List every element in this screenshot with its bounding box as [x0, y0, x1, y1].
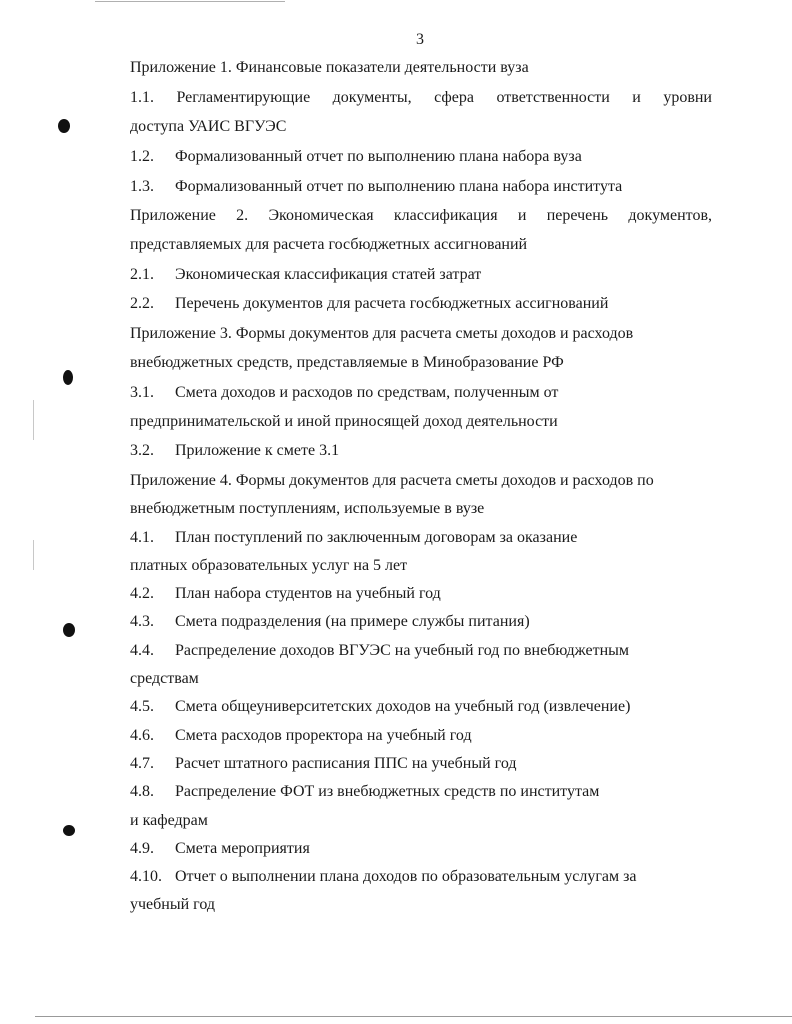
toc-text: Приложение 3. Формы документов для расчета сметы доходов и расходов	[130, 325, 634, 342]
toc-text: средствам	[130, 670, 199, 687]
toc-text: Перечень документов для расчета госбюджетных ассигнований	[175, 295, 609, 312]
toc-line	[130, 584, 441, 604]
toc-text: Регламентирующие документы, сфера ответственности и уровни	[176, 89, 712, 106]
punch-hole-mark	[63, 370, 73, 385]
punch-hole-mark	[63, 623, 75, 637]
toc-text: Приложение 1. Финансовые показатели деятельности вуза	[130, 59, 529, 76]
toc-text: Смета общеуниверситетских доходов на учебный год (извлечение)	[175, 698, 631, 715]
toc-line	[130, 88, 712, 108]
toc-text: План набора студентов на учебный год	[175, 585, 441, 602]
toc-number: 1.1.	[130, 89, 154, 106]
toc-line	[130, 117, 286, 137]
toc-line	[130, 324, 633, 344]
toc-line	[130, 58, 529, 78]
toc-number: 4.8.	[130, 783, 154, 800]
toc-number: 4.6.	[130, 727, 154, 744]
toc-line	[130, 612, 530, 632]
toc-line	[130, 235, 527, 255]
toc-line	[130, 641, 629, 661]
toc-line	[130, 353, 564, 373]
toc-line	[130, 147, 582, 167]
toc-line	[130, 528, 577, 548]
punch-hole-mark	[58, 119, 70, 133]
scan-bottom-rule	[35, 1016, 792, 1017]
punch-hole-mark	[63, 825, 75, 836]
toc-line	[130, 206, 712, 226]
toc-text: предпринимательской и иной приносящей доход деятельности	[130, 413, 558, 430]
toc-text: Экономическая классификация статей затрат	[175, 266, 482, 283]
toc-text: Формализованный отчет по выполнению плана набора вуза	[175, 148, 582, 165]
toc-text: Приложение 2. Экономическая классификация и перечень документов,	[130, 207, 712, 224]
toc-number: 4.10.	[130, 868, 162, 885]
toc-line	[130, 754, 517, 774]
toc-text: Смета мероприятия	[175, 840, 310, 857]
toc-line	[130, 471, 654, 491]
toc-line	[130, 556, 407, 576]
toc-number: 4.4.	[130, 642, 154, 659]
toc-number: 3.1.	[130, 384, 154, 401]
toc-text: Смета доходов и расходов по средствам, полученным от	[175, 384, 559, 401]
toc-line	[130, 669, 199, 689]
toc-number: 1.2.	[130, 148, 154, 165]
toc-number: 4.1.	[130, 529, 154, 546]
toc-line	[130, 294, 608, 314]
toc-text: Отчет о выполнении плана доходов по образовательным услугам за	[175, 868, 637, 885]
toc-line	[130, 412, 558, 432]
toc-text: Распределение ФОТ из внебюджетных средств по институтам	[175, 783, 600, 800]
toc-number: 2.1.	[130, 266, 154, 283]
toc-text: Расчет штатного расписания ППС на учебный год	[175, 755, 517, 772]
toc-number: 3.2.	[130, 442, 154, 459]
toc-number: 4.2.	[130, 585, 154, 602]
toc-number: 4.5.	[130, 698, 154, 715]
toc-line	[130, 726, 472, 746]
toc-line	[130, 867, 637, 887]
toc-text: Приложение к смете 3.1	[175, 442, 340, 459]
toc-line	[130, 383, 558, 403]
toc-text: Смета расходов проректора на учебный год	[175, 727, 472, 744]
toc-line	[130, 895, 215, 915]
toc-line	[130, 782, 599, 802]
toc-text: внебюджетных средств, представляемые в Минобразование РФ	[130, 354, 564, 371]
scan-top-rule	[95, 1, 285, 2]
toc-text: доступа УАИС ВГУЭС	[130, 118, 287, 135]
toc-number: 4.3.	[130, 613, 154, 630]
toc-text: Формализованный отчет по выполнению плана набора института	[175, 178, 623, 195]
toc-text: и кафедрам	[130, 812, 208, 829]
toc-line	[130, 839, 310, 859]
toc-line	[130, 265, 481, 285]
toc-text: внебюджетным поступлениям, используемые в вузе	[130, 500, 485, 517]
toc-line	[130, 811, 208, 831]
toc-number: 4.7.	[130, 755, 154, 772]
toc-line	[130, 441, 339, 461]
scan-margin-mark	[33, 400, 34, 440]
toc-line	[130, 697, 630, 717]
toc-text: Смета подразделения (на примере службы питания)	[175, 613, 530, 630]
toc-text: Приложение 4. Формы документов для расчета сметы доходов и расходов по	[130, 472, 654, 489]
toc-number: 1.3.	[130, 178, 154, 195]
toc-number: 4.9.	[130, 840, 154, 857]
toc-line	[130, 499, 484, 519]
toc-number: 2.2.	[130, 295, 154, 312]
scan-margin-mark	[33, 540, 34, 570]
toc-text: План поступлений по заключенным договорам за оказание	[175, 529, 578, 546]
toc-line	[130, 177, 622, 197]
toc-text: учебный год	[130, 896, 216, 913]
toc-text: Распределение доходов ВГУЭС на учебный год по внебюджетным	[175, 642, 629, 659]
toc-text: представляемых для расчета госбюджетных ассигнований	[130, 236, 528, 253]
toc-text: платных образовательных услуг на 5 лет	[130, 557, 408, 574]
page-number: 3	[416, 31, 424, 48]
